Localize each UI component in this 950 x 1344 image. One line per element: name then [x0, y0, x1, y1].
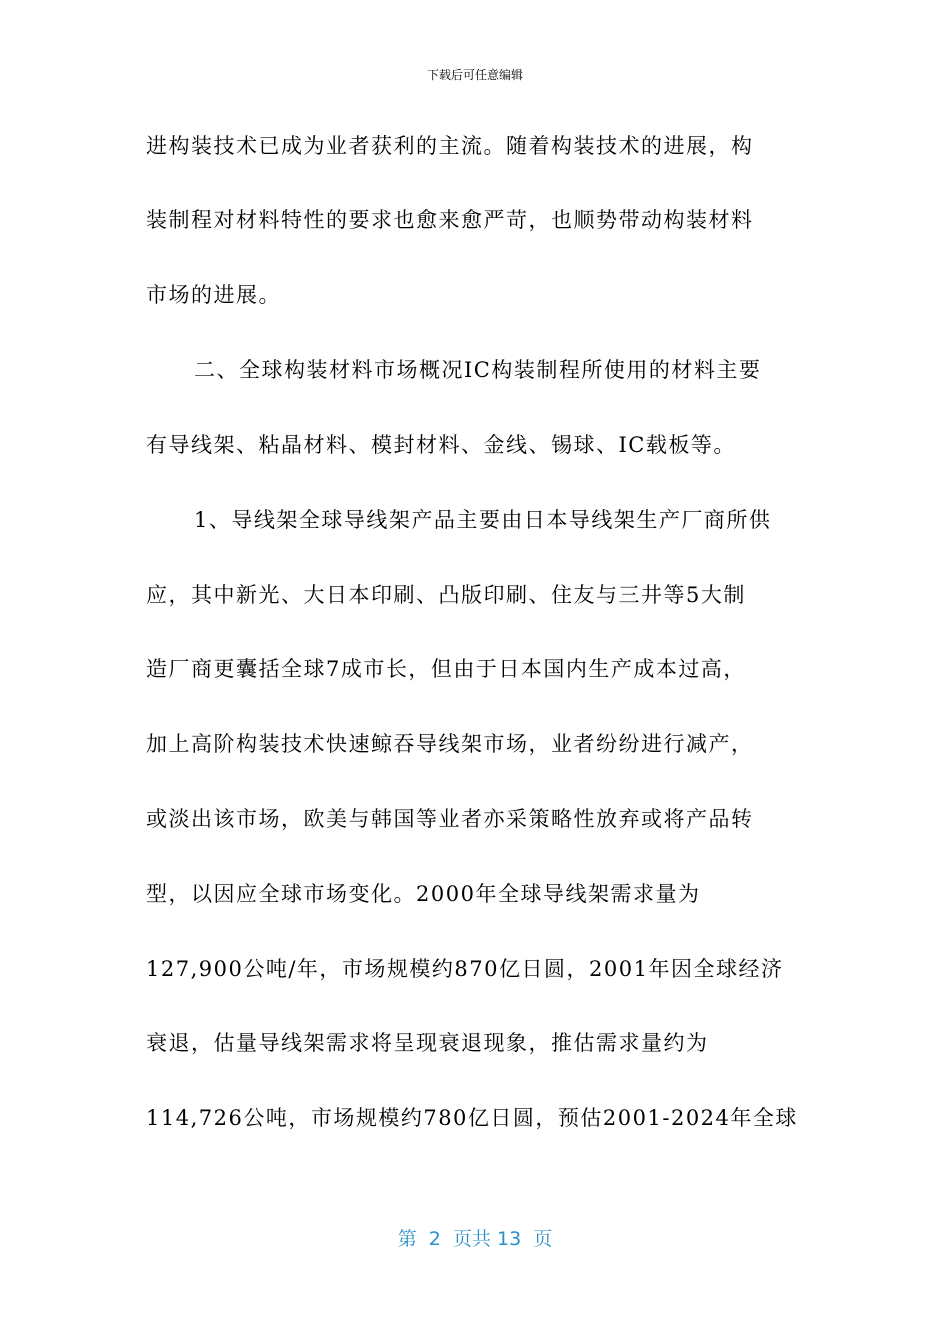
body-line-2: 装制程对材料特性的要求也愈来愈严苛，也顺势带动构装材料 [146, 208, 754, 232]
body-line-5: 有导线架、粘晶材料、模封材料、金线、锡球、IC载板等。 [146, 433, 736, 457]
body-line-3: 市场的进展。 [146, 283, 281, 307]
body-line-9: 加上高阶构装技术快速鲸吞导线架市场，业者纷纷进行减产， [146, 732, 754, 756]
body-line-1: 进构装技术已成为业者获利的主流。随着构装技术的进展，构 [146, 134, 754, 158]
body-line-10: 或淡出该市场，欧美与韩国等业者亦采策略性放弃或将产品转 [146, 807, 754, 831]
body-line-4: 二、全球构装材料市场概况IC构装制程所使用的材料主要 [194, 358, 762, 382]
body-line-7: 应，其中新光、大日本印刷、凸版印刷、住友与三井等5大制 [146, 583, 746, 607]
body-line-6: 1、导线架全球导线架产品主要由日本导线架生产厂商所供 [194, 508, 772, 532]
body-line-11: 型，以因应全球市场变化。2000年全球导线架需求量为 [146, 882, 701, 906]
body-line-13: 衰退，估量导线架需求将呈现衰退现象，推估需求量约为 [146, 1031, 709, 1055]
body-line-12: 127,900公吨/年，市场规模约870亿日圆，2001年因全球经济 [146, 957, 784, 981]
header-note: 下载后可任意编辑 [426, 68, 523, 82]
body-line-14: 114,726公吨，市场规模约780亿日圆，预估2001-2024年全球 [146, 1106, 798, 1130]
page-number-footer: 第 2 页共 13 页 [397, 1228, 553, 1250]
body-line-8: 造厂商更囊括全球7成市长，但由于日本国内生产成本过高， [146, 657, 746, 681]
